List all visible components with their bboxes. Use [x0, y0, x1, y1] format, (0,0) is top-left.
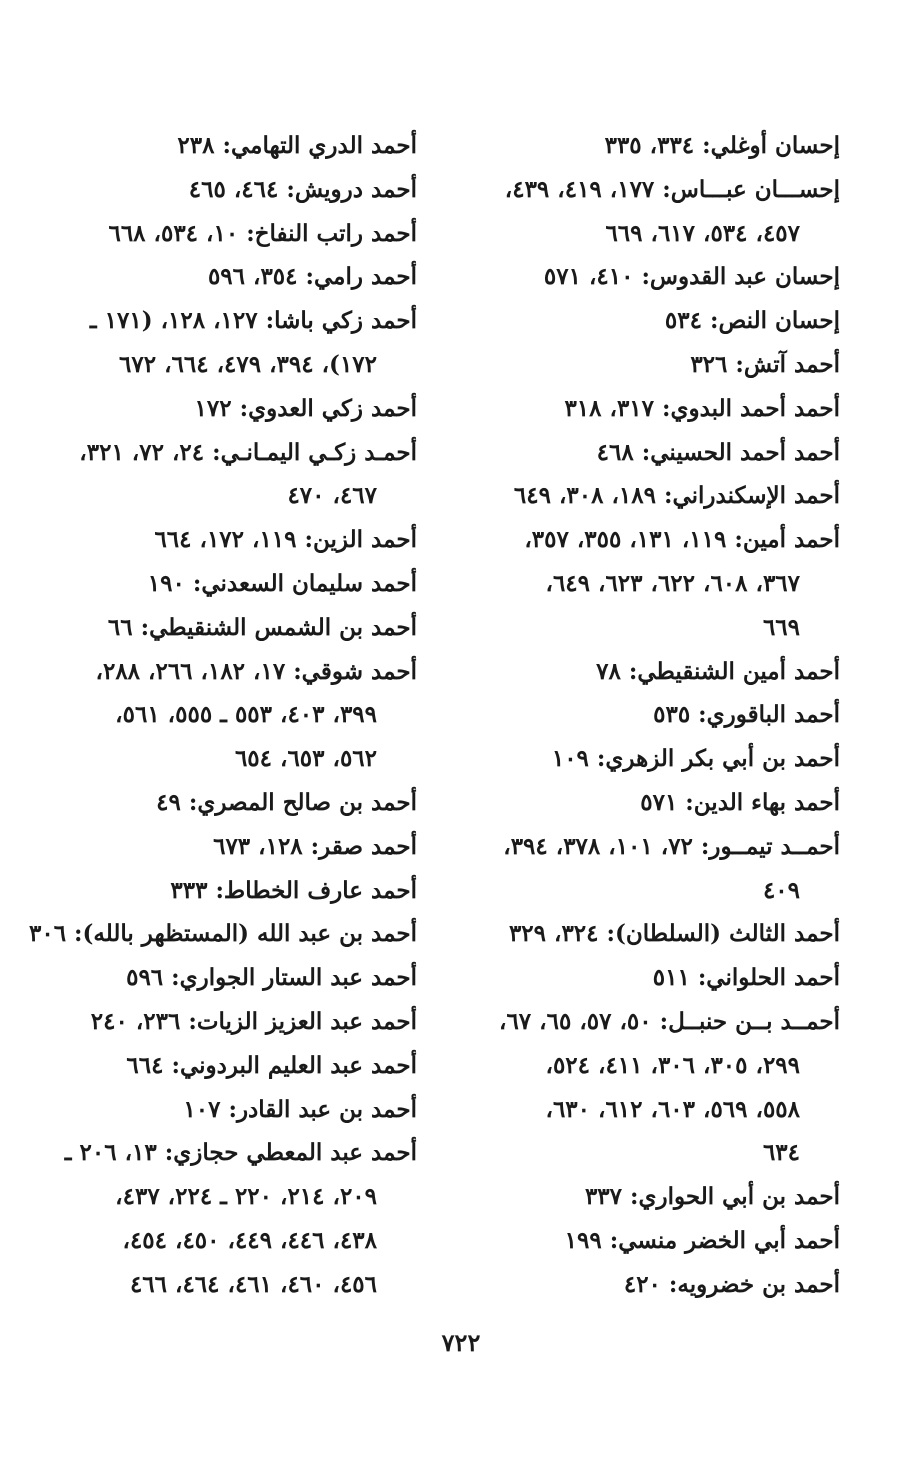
index-entry-continuation: ٥٥٨، ٥٦٩، ٦٠٣، ٦١٢، ٦٣٠،	[545, 1095, 800, 1123]
index-entry: أحمد الثالث (السلطان): ٣٢٤، ٣٢٩	[508, 920, 840, 948]
index-entry: أحمد بن عبد القادر: ١٠٧	[183, 1095, 417, 1123]
page-number: ٧٢٢	[441, 1328, 481, 1357]
index-entry: أحمد درويش: ٤٦٤، ٤٦٥	[188, 175, 417, 203]
index-entry-continuation: ٤٣٨، ٤٤٦، ٤٤٩، ٤٥٠، ٤٥٤،	[122, 1226, 377, 1254]
index-entry-continuation: ٣٩٩، ٤٠٣، ٥٥٣ ـ ٥٥٥، ٥٦١،	[115, 701, 377, 729]
index-entry: إحسان أوغلي: ٣٣٤، ٣٣٥	[604, 132, 840, 159]
index-entry-continuation: ٤٠٩	[762, 876, 800, 904]
index-entry-continuation: ١٧٢)، ٣٩٤، ٤٧٩، ٦٦٤، ٦٧٢	[119, 350, 377, 378]
index-entry-continuation: ٦٦٩	[762, 613, 800, 641]
index-entry: أحمد بن الشمس الشنقيطي: ٦٦	[107, 613, 417, 641]
index-entry: أحمد آتش: ٣٢٦	[690, 350, 840, 378]
index-entry: أحمد عبد العليم البردوني: ٦٦٤	[126, 1051, 417, 1079]
index-entry: أحمد بن أبي الحواري: ٣٣٧	[584, 1183, 840, 1211]
index-entry: أحمد أحمد الحسيني: ٤٦٨	[596, 438, 840, 466]
index-entry-continuation: ٦٣٤	[762, 1139, 800, 1167]
index-entry: أحمد سليمان السعدني: ١٩٠	[147, 569, 417, 597]
index-entry: أحمد بن خضرويه: ٤٢٠	[623, 1270, 840, 1298]
index-entry: أحمد عبد العزيز الزيات: ٢٣٦، ٢٤٠	[90, 1007, 417, 1035]
index-entry-continuation: ٤٥٧، ٥٣٤، ٦١٧، ٦٦٩	[605, 219, 800, 247]
index-entry: أحمد أبي الخضر منسي: ١٩٩	[564, 1226, 840, 1254]
index-entry-continuation: ٤٦٧، ٤٧٠	[287, 482, 377, 510]
index-entry: أحمد بن صالح المصري: ٤٩	[156, 788, 417, 816]
index-entry: إحسان النص: ٥٣٤	[664, 307, 840, 335]
index-entry: أحمد الدري التهامي: ٢٣٨	[177, 132, 417, 159]
index-entry-continuation: ٢٩٩، ٣٠٥، ٣٠٦، ٤١١، ٥٢٤،	[545, 1051, 800, 1079]
index-entry: أحمـد زكـي اليمـانـي: ٢٤، ٧٢، ٣٢١،	[79, 438, 417, 466]
index-entry-continuation: ٤٥٦، ٤٦٠، ٤٦١، ٤٦٤، ٤٦٦	[129, 1270, 377, 1298]
index-entry: أحمد عارف الخطاط: ٣٣٣	[170, 876, 417, 904]
index-entry: أحمد الإسكندراني: ١٨٩، ٣٠٨، ٦٤٩	[513, 482, 840, 510]
index-entry: أحمد الزين: ١١٩، ١٧٢، ٦٦٤	[154, 526, 417, 554]
index-entry: أحمد زكي العدوي: ١٧٢	[194, 394, 417, 422]
index-entry-continuation: ٣٦٧، ٦٠٨، ٦٢٢، ٦٢٣، ٦٤٩،	[545, 569, 800, 597]
index-entry: أحمد الحلواني: ٥١١	[652, 964, 840, 992]
index-entry: أحمد أمين: ١١٩، ١٣١، ٣٥٥، ٣٥٧،	[524, 526, 840, 554]
index-entry: إحسان عبد القدوس: ٤١٠، ٥٧١	[543, 263, 840, 291]
index-entry: إحســـان عبـــاس: ١٧٧، ٤١٩، ٤٣٩،	[504, 175, 840, 203]
index-column-right	[470, 124, 840, 1307]
index-entry: أحمد عبد الستار الجواري: ٥٩٦	[126, 964, 417, 992]
index-column-left	[28, 124, 417, 1307]
index-entry: أحمد الباقوري: ٥٣٥	[653, 701, 840, 729]
index-entry: أحمد صقر: ١٢٨، ٦٧٣	[213, 832, 417, 860]
index-entry: أحمد بهاء الدين: ٥٧١	[640, 788, 840, 816]
index-entry: أحمد أمين الشنقيطي: ٧٨	[596, 657, 840, 685]
index-entry-continuation: ٢٠٩، ٢١٤، ٢٢٠ ـ ٢٢٤، ٤٣٧،	[115, 1183, 377, 1211]
index-entry: أحمد رامي: ٣٥٤، ٥٩٦	[207, 263, 417, 291]
index-entry: أحمد بن عبد الله (المستظهر بالله): ٣٠٦	[28, 920, 417, 948]
index-entry: أحمد عبد المعطي حجازي: ١٣، ٢٠٦ ـ	[64, 1139, 417, 1167]
index-entry: أحمد راتب النفاخ: ١٠، ٥٣٤، ٦٦٨	[108, 219, 417, 247]
index-entry: أحمــد بــن حنبــل: ٥٠، ٥٧، ٦٥، ٦٧،	[499, 1007, 840, 1035]
index-entry: أحمد زكي باشا: ١٢٧، ١٢٨، (١٧١ ـ	[89, 307, 417, 335]
index-entry: أحمد أحمد البدوي: ٣١٧، ٣١٨	[564, 394, 840, 422]
index-entry: أحمد بن أبي بكر الزهري: ١٠٩	[551, 745, 840, 773]
index-entry-continuation: ٥٦٢، ٦٥٣، ٦٥٤	[234, 745, 377, 773]
index-entry: أحمد شوقي: ١٧، ١٨٢، ٢٦٦، ٢٨٨،	[95, 657, 417, 685]
index-entry: أحمــد تيمــور: ٧٢، ١٠١، ٣٧٨، ٣٩٤،	[503, 832, 840, 860]
